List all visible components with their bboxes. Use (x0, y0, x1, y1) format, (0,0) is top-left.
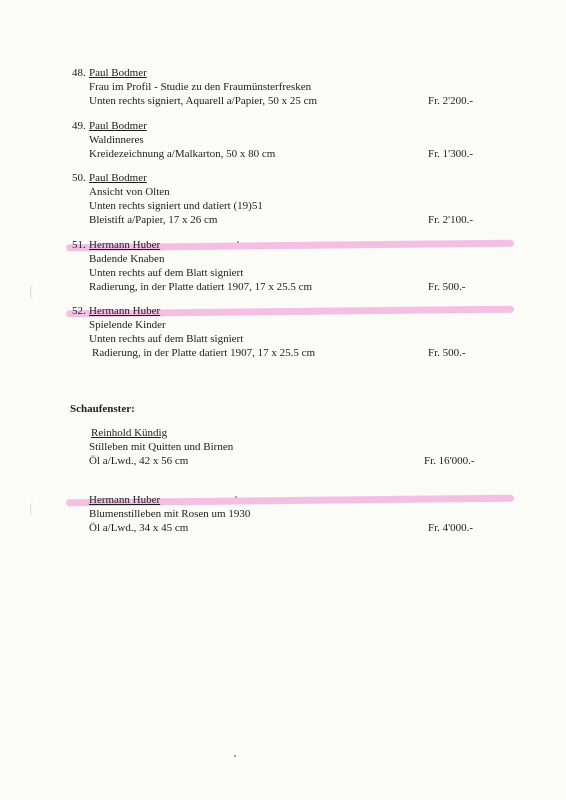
catalog-entry-50 (72, 171, 492, 227)
artist-name: Reinhold Kündig (91, 427, 168, 439)
catalog-entry-52 (72, 304, 492, 360)
entry-number: 51. (72, 239, 86, 251)
entry-number: 50. (72, 172, 86, 184)
price: Fr. 2'100.- (428, 214, 474, 226)
artwork-title: Blumenstilleben mit Rosen um 1930 (89, 508, 251, 520)
highlight-mark (72, 493, 492, 507)
artwork-signature: Unten rechts auf dem Blatt signiert (89, 267, 244, 279)
price: Fr. 500.- (428, 347, 466, 359)
entry-number: 52. (72, 305, 86, 317)
artwork-title: Waldinneres (89, 134, 144, 146)
price: Fr. 16'000.- (424, 455, 475, 467)
artwork-details: Radierung, in der Platte datiert 1907, 17 x 25.5 cm (89, 281, 313, 293)
entry-number: 48. (72, 67, 86, 79)
price: Fr. 2'200.- (428, 95, 474, 107)
artist-name: Hermann Huber (89, 305, 161, 317)
artwork-details: Öl a/Lwd., 34 x 45 cm (89, 522, 189, 534)
artwork-details: Öl a/Lwd., 42 x 56 cm (89, 455, 189, 467)
entry-number: 49. (72, 120, 86, 132)
artwork-signature: Unten rechts auf dem Blatt signiert (89, 333, 244, 345)
artwork-details: Unten rechts signiert, Aquarell a/Papier, 50 x 25 cm (89, 95, 318, 107)
artwork-details: Kreidezeichnung a/Malkarton, 50 x 80 cm (89, 148, 276, 160)
catalog-entry-48 (72, 66, 492, 108)
paper-speck (235, 496, 237, 498)
artist-name: Hermann Huber (89, 239, 161, 251)
artwork-details: Bleistift a/Papier, 17 x 26 cm (89, 214, 218, 226)
artwork-title: Badende Knaben (89, 253, 165, 265)
section-heading: Schaufenster: (70, 403, 135, 415)
artist-name: Hermann Huber (89, 494, 161, 506)
highlight-mark (72, 238, 492, 252)
catalog-entry-51 (72, 238, 492, 294)
price: Fr. 500.- (428, 281, 466, 293)
artist-name: Paul Bodmer (89, 120, 147, 132)
paper-speck (237, 241, 239, 243)
artwork-details: Radierung, in der Platte datiert 1907, 17 x 25.5 cm (92, 347, 316, 359)
artist-name: Paul Bodmer (89, 172, 147, 184)
punch-hole-mark (30, 285, 37, 299)
artwork-title: Ansicht von Olten (89, 186, 170, 198)
artwork-signature: Unten rechts signiert und datiert (19)51 (89, 200, 263, 212)
catalog-entry-49 (72, 119, 492, 161)
window-item-2 (72, 493, 492, 535)
punch-hole-mark (30, 502, 37, 516)
artwork-title: Stilleben mit Quitten und Birnen (89, 441, 234, 453)
paper-speck (234, 755, 236, 757)
artwork-title: Frau im Profil - Studie zu den Fraumünsterfresken (89, 81, 312, 93)
highlight-mark (72, 304, 492, 318)
price: Fr. 4'000.- (428, 522, 474, 534)
window-item-1 (72, 426, 492, 468)
artist-name: Paul Bodmer (89, 67, 147, 79)
price: Fr. 1'300.- (428, 148, 474, 160)
artwork-title: Spielende Kinder (89, 319, 166, 331)
